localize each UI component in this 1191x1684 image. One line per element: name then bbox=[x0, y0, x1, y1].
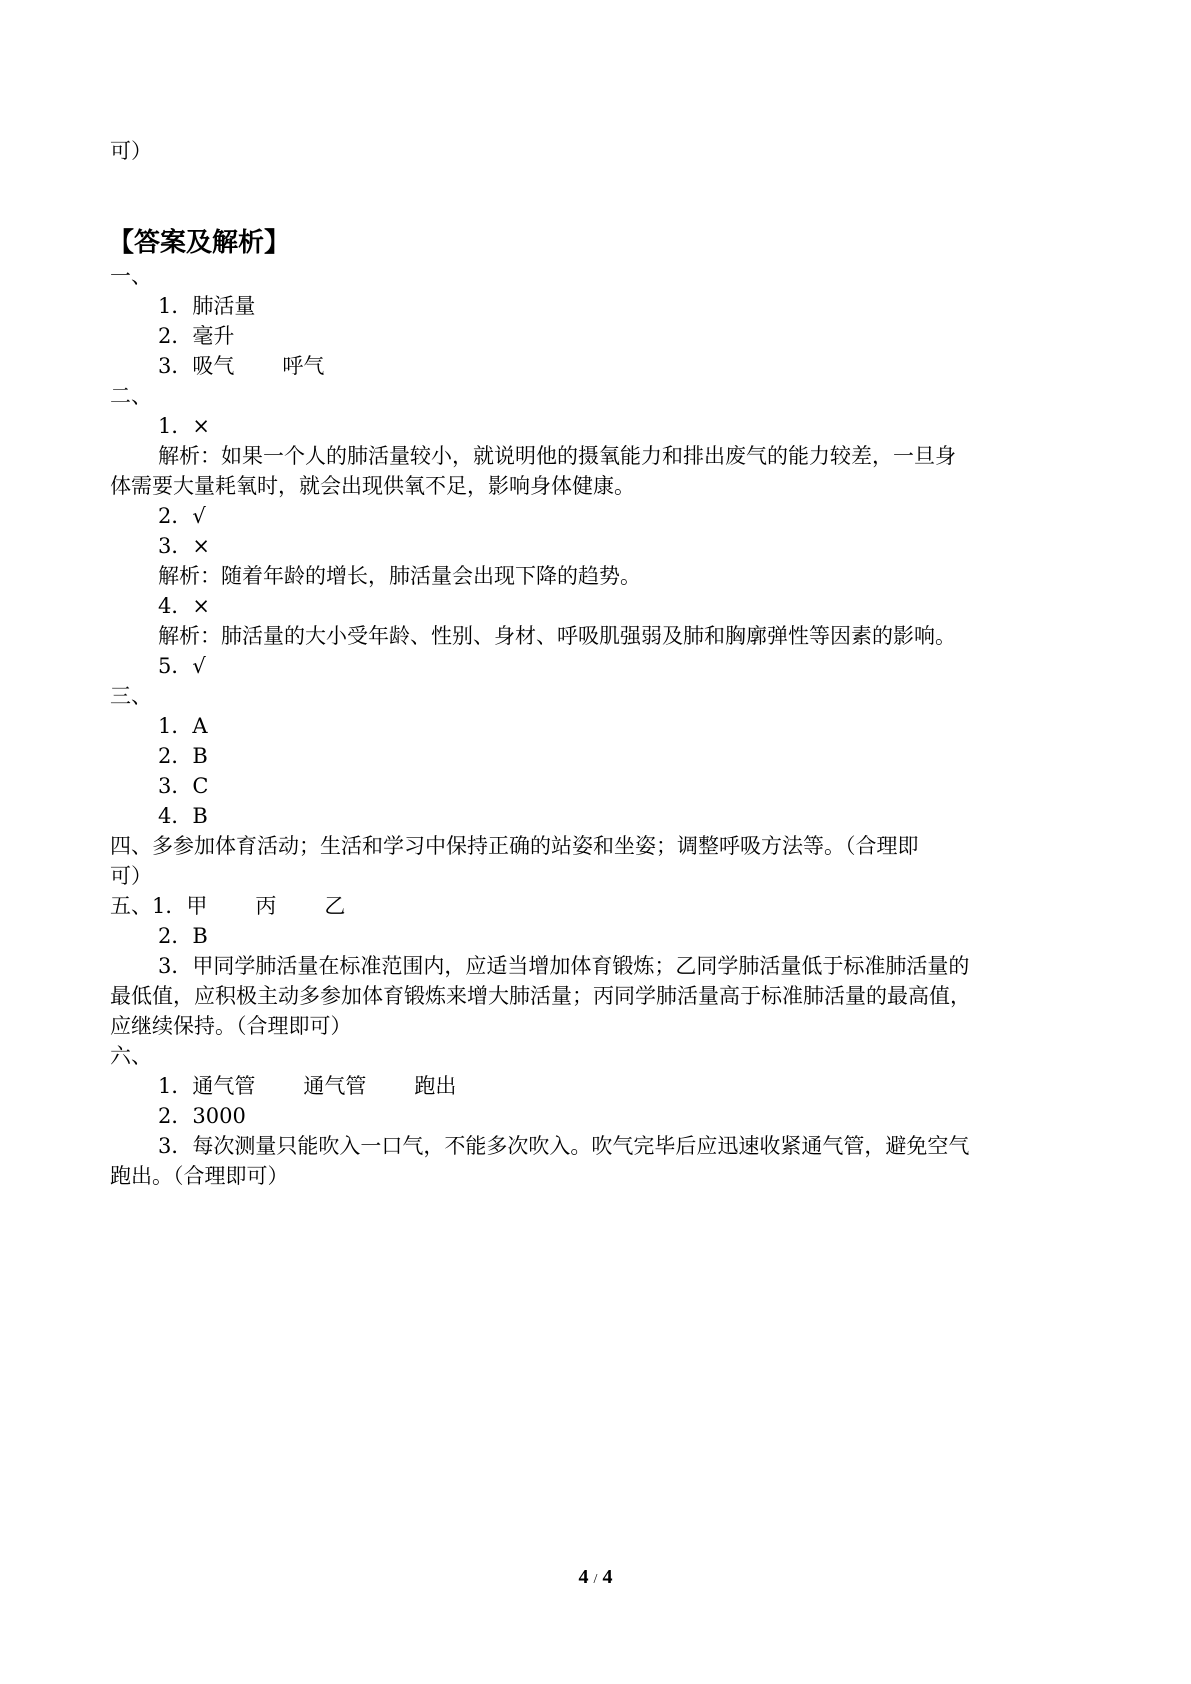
s6-item-3-line-2: 跑出。（合理即可） bbox=[110, 1164, 289, 1188]
s2-explanation-1-line-2: 体需要大量耗氧时，就会出现供氧不足，影响身体健康。 bbox=[110, 474, 635, 498]
s5-item-1 bbox=[110, 890, 345, 922]
s6-item-3-line-1: 3．每次测量只能吹入一口气，不能多次吹入。吹气完毕后应迅速收紧通气管，避免空气 bbox=[158, 1134, 970, 1158]
section-6-label: 六、 bbox=[110, 1044, 152, 1068]
s3-item-2: 2．B bbox=[158, 744, 208, 768]
page-number bbox=[0, 1566, 1191, 1589]
s1-item-3-b: 呼气 bbox=[282, 354, 325, 378]
s3-item-3: 3．C bbox=[158, 774, 209, 798]
page-separator: / bbox=[593, 1572, 598, 1587]
section-3-label: 三、 bbox=[110, 684, 152, 708]
s2-explanation-1-line-1: 解析：如果一个人的肺活量较小，就说明他的摄氧能力和排出废气的能力较差，一旦身 bbox=[158, 444, 956, 468]
s5-item-1-a: 五、1．甲 bbox=[110, 894, 208, 918]
s5-item-3-line-1: 3．甲同学肺活量在标准范围内，应适当增加体育锻炼；乙同学肺活量低于标准肺活量的 bbox=[158, 954, 970, 978]
s2-item-3: 3．× bbox=[158, 534, 210, 558]
s5-item-1-b: 丙 bbox=[255, 894, 277, 918]
s5-item-1-c: 乙 bbox=[324, 894, 346, 918]
s2-item-2: 2．√ bbox=[158, 504, 206, 528]
s5-item-3-line-2: 最低值，应积极主动多参加体育锻炼来增大肺活量；丙同学肺活量高于标准肺活量的最高值， bbox=[110, 984, 971, 1008]
s3-item-1: 1．A bbox=[158, 714, 208, 738]
s5-item-2: 2．B bbox=[158, 924, 208, 948]
s1-item-3-a: 3．吸气 bbox=[158, 354, 235, 378]
s2-explanation-3: 解析：随着年龄的增长，肺活量会出现下降的趋势。 bbox=[158, 564, 641, 588]
page-current: 4 bbox=[578, 1566, 589, 1588]
s2-item-1: 1．× bbox=[158, 414, 210, 438]
s5-item-3-line-3: 应继续保持。（合理即可） bbox=[110, 1014, 352, 1038]
s6-item-1-c: 跑出 bbox=[414, 1074, 457, 1098]
section-1-label: 一、 bbox=[110, 264, 152, 288]
section-4-line-1: 四、多参加体育活动；生活和学习中保持正确的站姿和坐姿；调整呼吸方法等。（合理即 bbox=[110, 834, 919, 858]
page-total: 4 bbox=[602, 1566, 613, 1588]
section-2-label: 二、 bbox=[110, 384, 152, 408]
s2-item-4: 4．× bbox=[158, 594, 210, 618]
s2-explanation-4: 解析：肺活量的大小受年龄、性别、身材、呼吸肌强弱及肺和胸廓弹性等因素的影响。 bbox=[158, 624, 956, 648]
s6-item-1-a: 1．通气管 bbox=[158, 1074, 256, 1098]
s6-item-1 bbox=[158, 1070, 456, 1102]
s1-item-3 bbox=[158, 350, 324, 382]
s1-item-1: 1．肺活量 bbox=[158, 294, 256, 318]
s6-item-2: 2．3000 bbox=[158, 1104, 246, 1128]
s1-item-2: 2．毫升 bbox=[158, 324, 235, 348]
answer-section-heading: 【答案及解析】 bbox=[108, 228, 291, 258]
s2-item-5: 5．√ bbox=[158, 654, 206, 678]
section-4-line-2: 可） bbox=[110, 864, 152, 888]
s3-item-4: 4．B bbox=[158, 804, 208, 828]
s6-item-1-b: 通气管 bbox=[303, 1074, 367, 1098]
continuation-text: 可） bbox=[110, 139, 152, 163]
